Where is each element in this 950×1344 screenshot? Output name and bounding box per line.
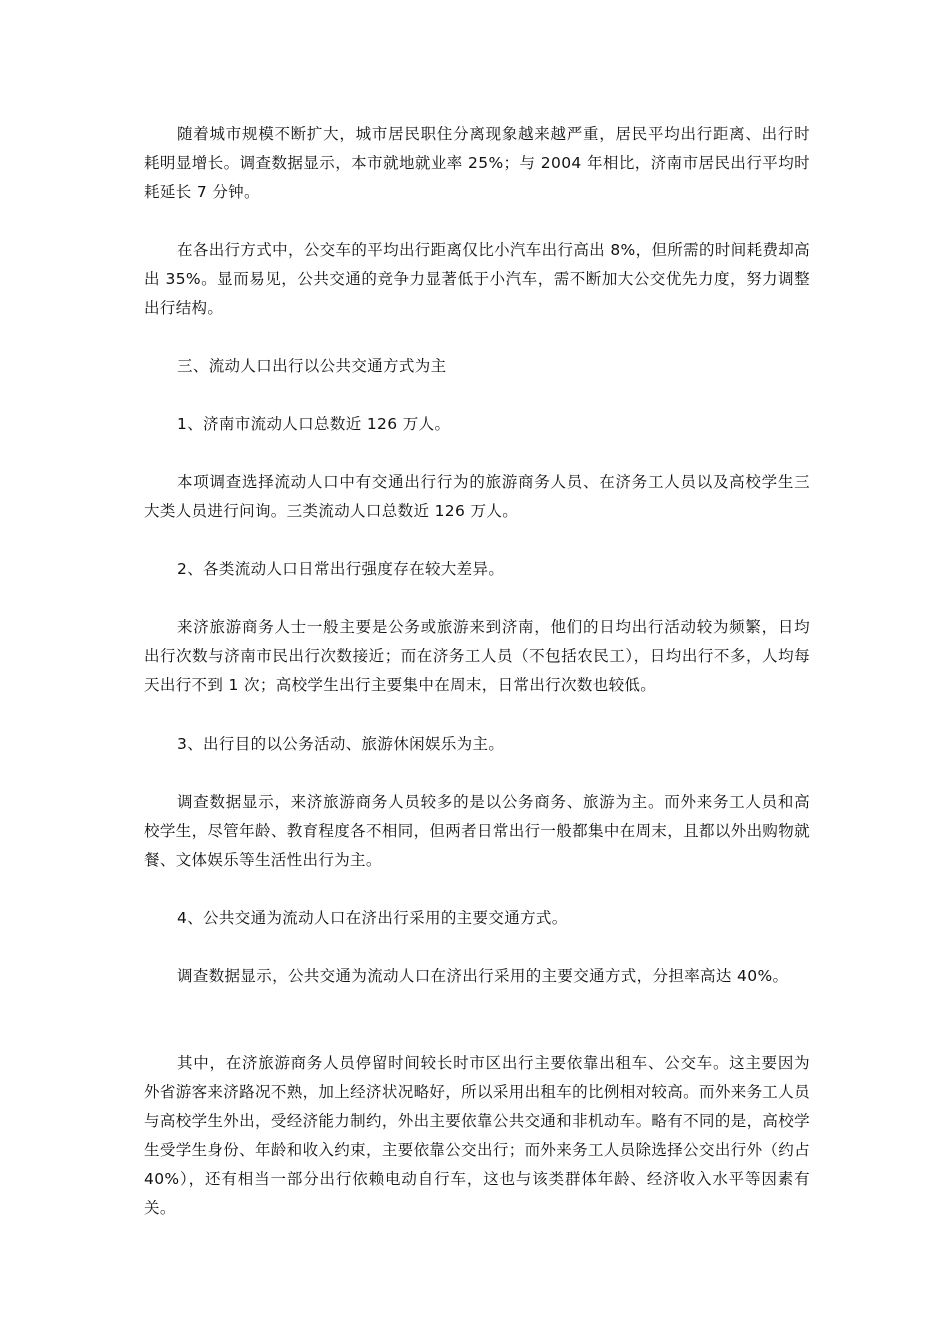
paragraph-commute-growth: 随着城市规模不断扩大，城市居民职住分离现象越来越严重，居民平均出行距离、出行时耗明显增长。调查数据显示，本市就地就业率 25%；与 2004 年相比，济南市居民出行平均时耗延长 7 分钟。 — [144, 125, 810, 201]
subheading-3: 3、出行目的以公务活动、旅游休闲娱乐为主。 — [177, 735, 505, 753]
paragraph-mode-details: 其中，在济旅游商务人员停留时间较长时市区出行主要依靠出租车、公交车。这主要因为外省游客来济路况不熟，加上经济状况略好，所以采用出租车的比例相对较高。而外来务工人员与高校学生外出，受经济能力制约，外出主要依靠公共交通和非机动车。略有不同的是，高校学生受学生身份、年龄和收入约束，主要依靠公交出行；而外来务工人员除选择公交出行外（约占 40%），还有相当一部分出行依赖电动自行车，这也与该类群体年龄、经济收入水平等因素有关。 — [144, 1054, 810, 1217]
subheading-2: 2、各类流动人口日常出行强度存在较大差异。 — [177, 560, 505, 578]
paragraph-travel-purpose: 调查数据显示，来济旅游商务人员较多的是以公务商务、旅游为主。而外来务工人员和高校学生，尽管年龄、教育程度各不相同，但两者日常出行一般都集中在周末，且都以外出购物就餐、文体娱乐等生活性出行为主。 — [144, 793, 810, 869]
paragraph-public-transit-share: 调查数据显示，公共交通为流动人口在济出行采用的主要交通方式，分担率高达 40%。 — [177, 967, 789, 985]
paragraph-bus-vs-car: 在各出行方式中，公交车的平均出行距离仅比小汽车出行高出 8%，但所需的时间耗费却高出 35%。显而易见，公共交通的竞争力显著低于小汽车，需不断加大公交优先力度，努力调整出行结构。 — [144, 241, 810, 317]
section-heading-floating-population: 三、流动人口出行以公共交通方式为主 — [177, 357, 447, 375]
paragraph-survey-scope: 本项调查选择流动人口中有交通出行行为的旅游商务人员、在济务工人员以及高校学生三大类人员进行问询。三类流动人口总数近 126 万人。 — [144, 473, 810, 520]
paragraph-travel-intensity: 来济旅游商务人士一般主要是公务或旅游来到济南，他们的日均出行活动较为频繁，日均出行次数与济南市民出行次数接近；而在济务工人员（不包括农民工），日均出行不多，人均每天出行不到 1 次；高校学生出行主要集中在周末，日常出行次数也较低。 — [144, 618, 810, 694]
subheading-1: 1、济南市流动人口总数近 126 万人。 — [177, 415, 451, 433]
subheading-4: 4、公共交通为流动人口在济出行采用的主要交通方式。 — [177, 909, 568, 927]
